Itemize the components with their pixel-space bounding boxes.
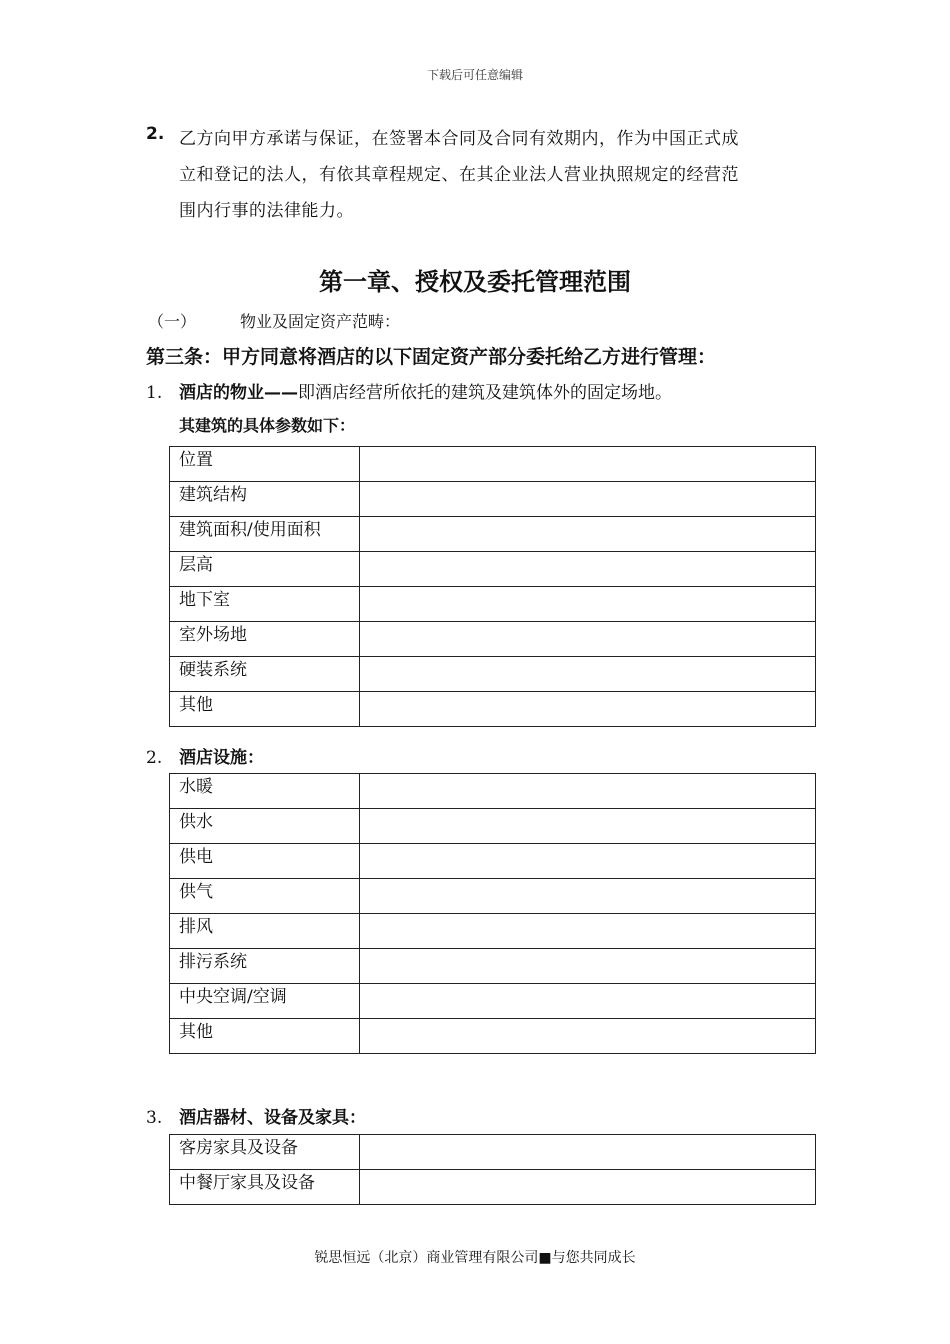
table-row: [170, 552, 816, 587]
item-3-title: 酒店器材、设备及家具：: [179, 1108, 366, 1128]
row-label: 客房家具及设备: [170, 1135, 360, 1170]
table-row: [170, 774, 816, 809]
row-label: 地下室: [170, 587, 360, 622]
facilities-table: [169, 773, 816, 1054]
clause-2-line: 乙方向甲方承诺与保证，在签署本合同及合同有效期内，作为中国正式成: [179, 129, 739, 149]
table-row: [170, 517, 816, 552]
clause-2-line: 围内行事的法律能力。: [179, 201, 354, 221]
row-value[interactable]: [360, 879, 816, 914]
row-value[interactable]: [360, 482, 816, 517]
table-row: [170, 587, 816, 622]
row-value[interactable]: [360, 657, 816, 692]
row-value[interactable]: [360, 692, 816, 727]
row-value[interactable]: [360, 984, 816, 1019]
item-2-line: [146, 743, 264, 768]
row-label: 排污系统: [170, 949, 360, 984]
sub-heading-text: 物业及固定资产范畴：: [240, 312, 401, 331]
row-value[interactable]: [360, 447, 816, 482]
clause-2-line: 立和登记的法人，有依其章程规定、在其企业法人营业执照规定的经营范: [179, 165, 739, 185]
item-2-title: 酒店设施：: [179, 748, 264, 768]
row-label: 其他: [170, 1019, 360, 1054]
row-label: 供水: [170, 809, 360, 844]
row-value[interactable]: [360, 809, 816, 844]
equipment-table: [169, 1134, 816, 1205]
row-value[interactable]: [360, 774, 816, 809]
clause-2-number: 2.: [146, 124, 165, 144]
table-row: [170, 914, 816, 949]
row-value[interactable]: [360, 949, 816, 984]
table-row: [170, 1019, 816, 1054]
table-row: [170, 657, 816, 692]
header-note: 下载后可任意编辑: [426, 68, 523, 82]
row-value[interactable]: [360, 552, 816, 587]
table-row: [170, 692, 816, 727]
row-label: 供电: [170, 844, 360, 879]
table-row: [170, 1170, 816, 1205]
row-label: 中央空调/空调: [170, 984, 360, 1019]
row-label: 硬装系统: [170, 657, 360, 692]
item-1-text: 即酒店经营所依托的建筑及建筑体外的固定场地。: [298, 383, 672, 403]
row-label: 排风: [170, 914, 360, 949]
item-1-bold: 酒店的物业——: [179, 383, 298, 403]
row-label: 建筑结构: [170, 482, 360, 517]
row-label: 建筑面积/使用面积: [170, 517, 360, 552]
row-label: 层高: [170, 552, 360, 587]
table-row: [170, 1135, 816, 1170]
table-row: [170, 949, 816, 984]
row-value[interactable]: [360, 1019, 816, 1054]
row-value[interactable]: [360, 587, 816, 622]
sub-heading: [148, 309, 400, 332]
building-parameters-table: [169, 446, 816, 727]
clause-2-text: [179, 121, 809, 229]
table-row: [170, 622, 816, 657]
table-row: [170, 984, 816, 1019]
row-label: 供气: [170, 879, 360, 914]
item-3-number: 3.: [146, 1108, 163, 1128]
row-label: 其他: [170, 692, 360, 727]
row-value[interactable]: [360, 622, 816, 657]
sub-heading-marker: （一）: [148, 312, 197, 331]
footer: 锐思恒远（北京）商业管理有限公司■与您共同成长: [314, 1250, 636, 1266]
table-row: [170, 447, 816, 482]
item-1-caption: 其建筑的具体参数如下：: [179, 416, 356, 435]
item-3-line: [146, 1103, 366, 1128]
row-value[interactable]: [360, 1170, 816, 1205]
row-label: 中餐厅家具及设备: [170, 1170, 360, 1205]
row-value[interactable]: [360, 914, 816, 949]
row-label: 水暖: [170, 774, 360, 809]
row-label: 位置: [170, 447, 360, 482]
article-3-heading: 第三条：甲方同意将酒店的以下固定资产部分委托给乙方进行管理：: [146, 346, 717, 368]
chapter-title: 第一章、授权及委托管理范围: [319, 268, 631, 296]
table-row: [170, 844, 816, 879]
item-1-line: [146, 378, 672, 403]
table-row: [170, 879, 816, 914]
row-value[interactable]: [360, 517, 816, 552]
row-value[interactable]: [360, 1135, 816, 1170]
row-label: 室外场地: [170, 622, 360, 657]
table-row: [170, 482, 816, 517]
item-2-number: 2.: [146, 748, 163, 768]
table-row: [170, 809, 816, 844]
item-1-number: 1.: [146, 383, 163, 403]
row-value[interactable]: [360, 844, 816, 879]
